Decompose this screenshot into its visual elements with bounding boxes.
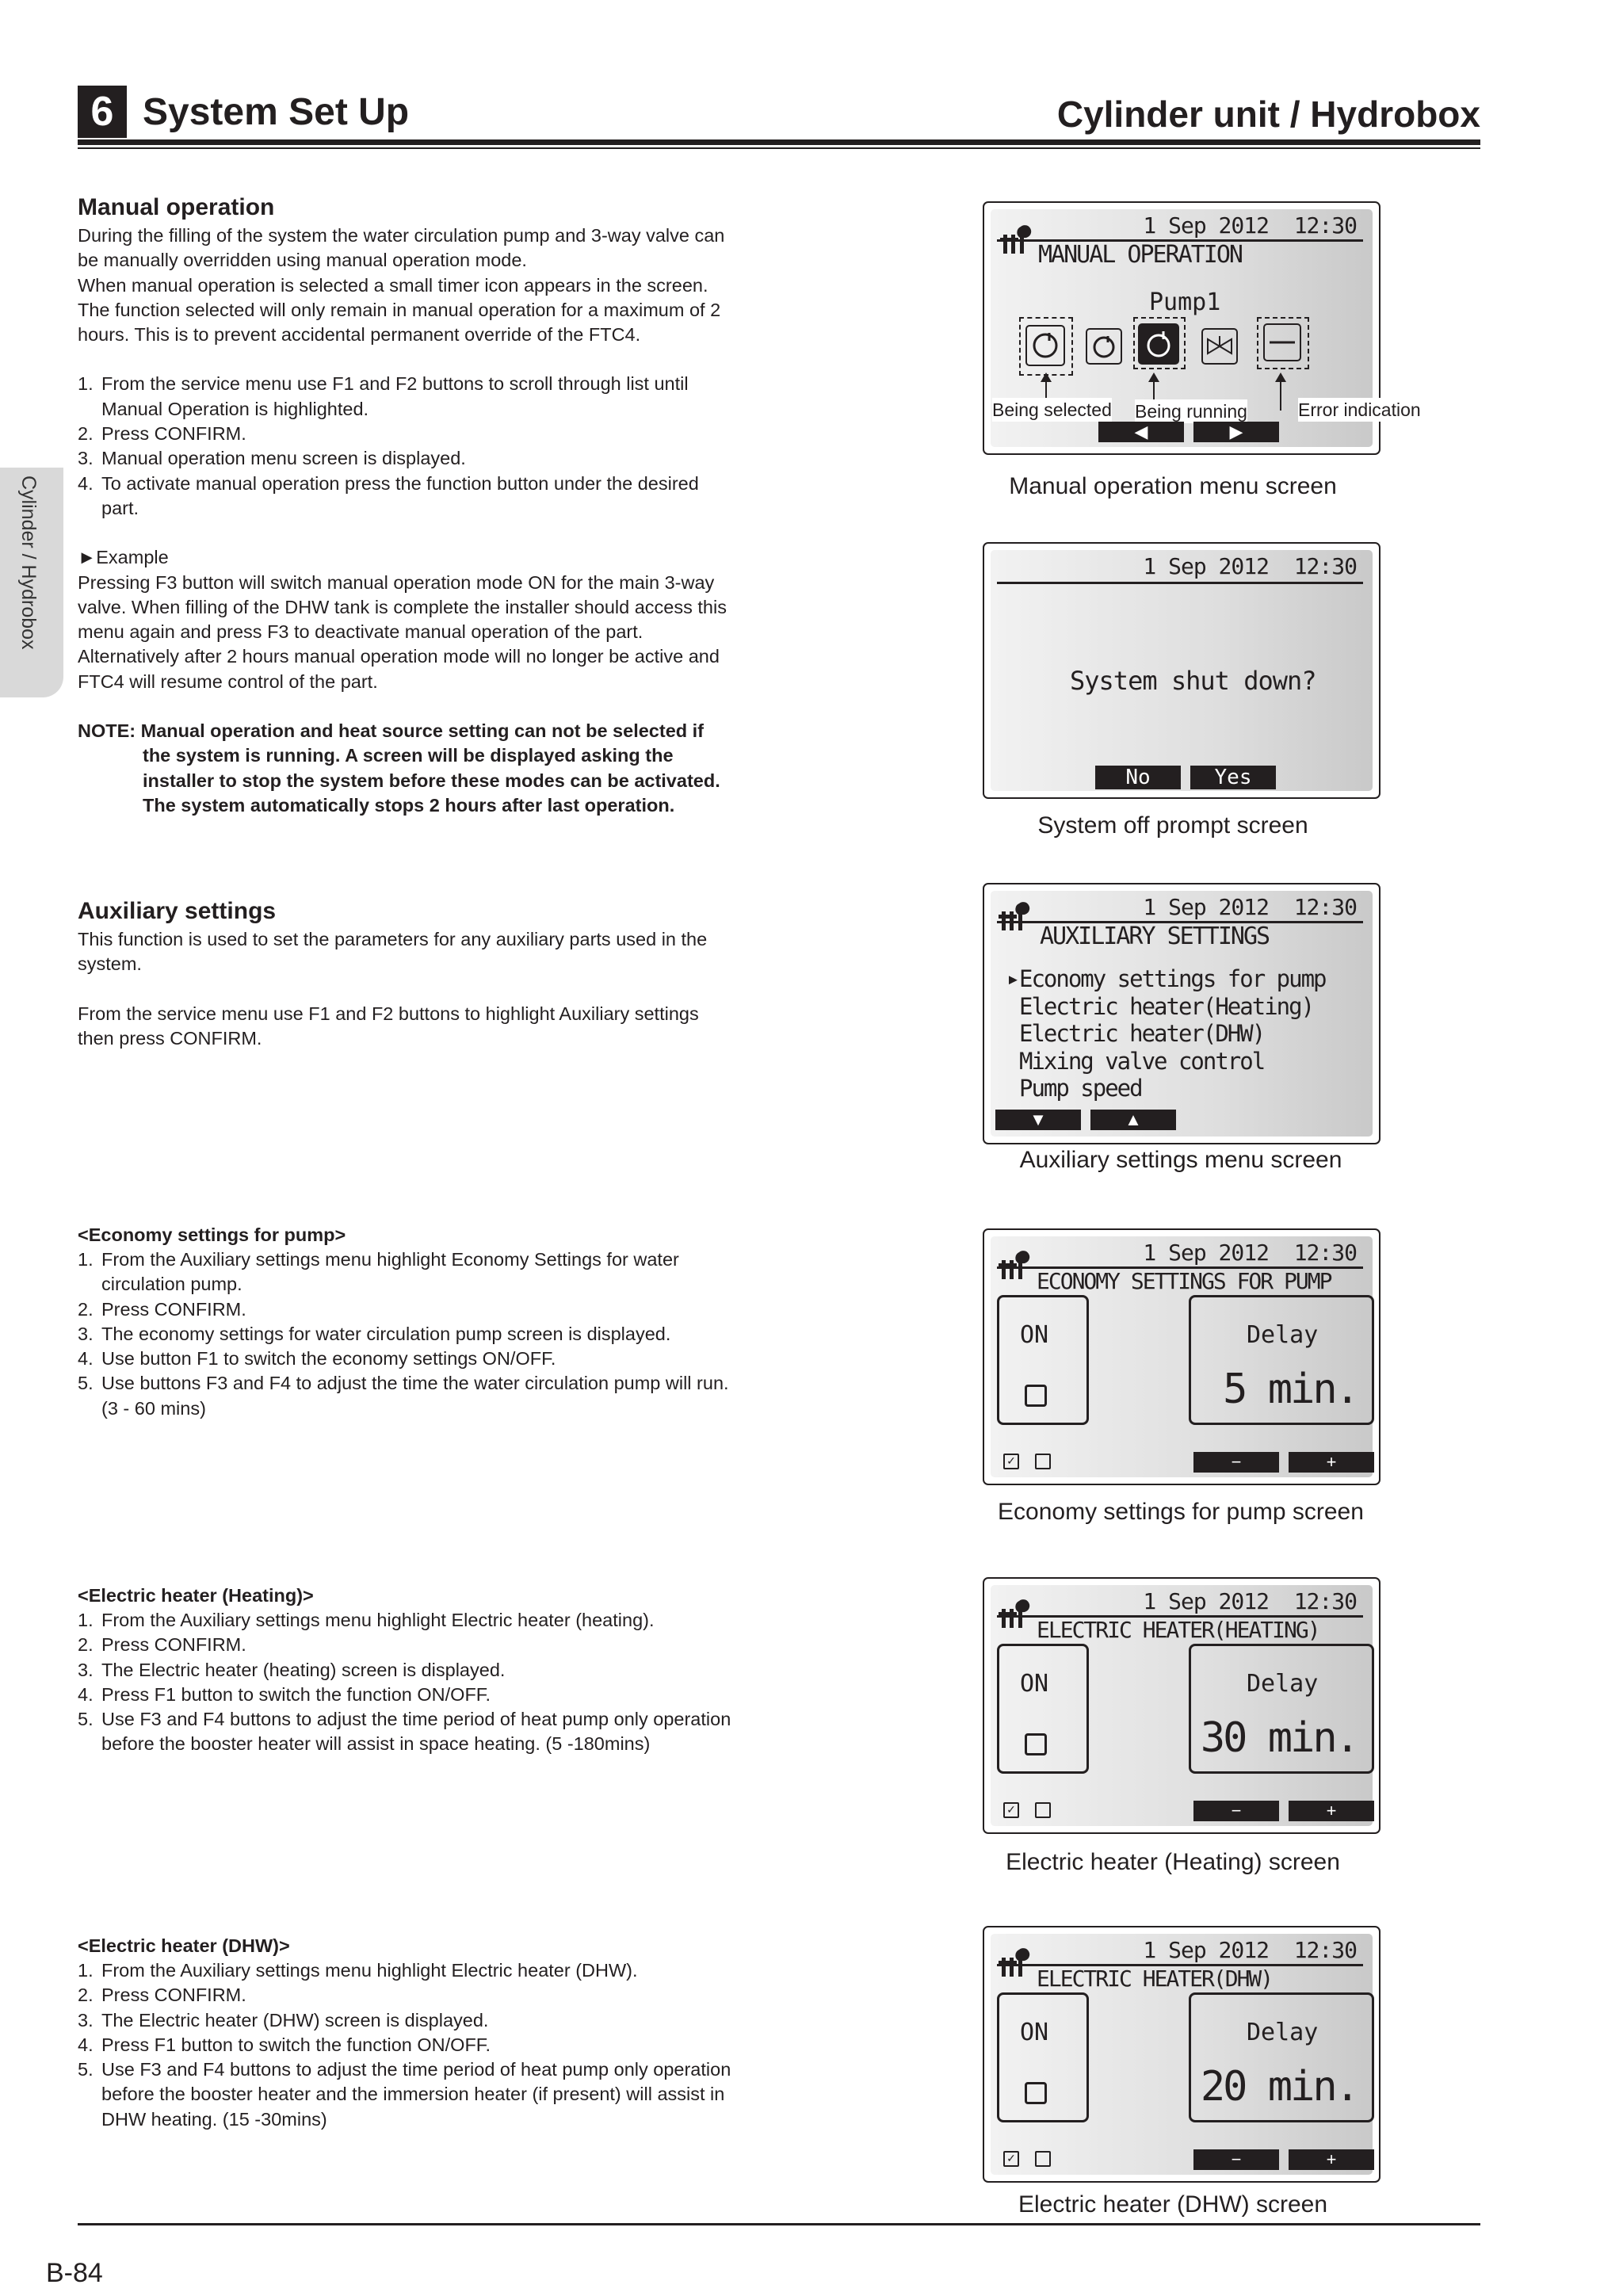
list-item: 2. Press CONFIRM. (78, 1634, 246, 1656)
example-line: valve. When filling of the DHW tank is complete the installer should access this (78, 596, 727, 617)
date-time: 1 Sep 2012 12:30 (1143, 894, 1357, 920)
date-time: 1 Sep 2012 12:30 (1143, 1588, 1357, 1614)
economy-steps (78, 1247, 759, 1421)
menu-item[interactable]: Mixing valve control (1019, 1047, 1265, 1075)
f4-plus-button[interactable]: + (1289, 2149, 1374, 2170)
f2-left-button[interactable]: ◀ (1098, 422, 1184, 442)
divider (997, 582, 1363, 584)
example-line: FTC4 will resume control of the part. (78, 670, 378, 692)
error-indication-icon (1263, 323, 1301, 361)
heater-heating-heading: <Electric heater (Heating)> (78, 1585, 314, 1606)
delay-panel (1189, 1992, 1374, 2122)
label-error-indication: Error indication (1298, 399, 1421, 420)
no-button[interactable]: No (1095, 766, 1181, 789)
list-item: 1. From the Auxiliary settings menu highlight Economy Settings for water circulation pump. (78, 1249, 679, 1295)
selected-part: Pump1 (1149, 288, 1221, 316)
service-wrench-icon (999, 1598, 1033, 1629)
empty-box-icon (1035, 1454, 1051, 1469)
delay-label: Delay (1247, 1321, 1319, 1349)
delay-value: 5 min. (1223, 1366, 1358, 1413)
aux-intro-line: system. (78, 953, 142, 975)
service-wrench-icon (999, 1946, 1033, 1978)
aux-menu-list (1019, 965, 1326, 1102)
label-being-running: Being running (1135, 401, 1247, 422)
f3-minus-button[interactable]: − (1193, 2149, 1279, 2170)
example-line: menu again and press F3 to deactivate manual operation of the part. (78, 621, 643, 643)
on-checkbox[interactable] (1025, 1733, 1047, 1755)
f4-plus-button[interactable]: + (1289, 1801, 1374, 1821)
list-item: 2. Press CONFIRM. (78, 1985, 246, 2006)
caption: System off prompt screen (1037, 812, 1308, 839)
delay-label: Delay (1247, 2019, 1319, 2046)
aux-intro-line: then press CONFIRM. (78, 1027, 262, 1049)
label-being-selected: Being selected (992, 399, 1112, 420)
delay-panel (1189, 1295, 1374, 1425)
system-off-prompt-screen (983, 542, 1381, 799)
delay-value: 20 min. (1200, 2063, 1358, 2111)
intro-line: When manual operation is selected a small timer icon appears in the screen. (78, 274, 708, 296)
menu-cursor: ▸ (1006, 965, 1020, 991)
section-number: 6 (78, 86, 127, 138)
on-off-panel[interactable] (997, 1295, 1089, 1425)
f3-minus-button[interactable]: − (1193, 1452, 1279, 1473)
note-line: The system automatically stops 2 hours after last operation. (143, 794, 675, 816)
f1-down-button[interactable]: ▼ (995, 1110, 1081, 1130)
aux-intro-line: From the service menu use F1 and F2 buttons to highlight Auxiliary settings (78, 1003, 699, 1024)
screen-title: MANUAL OPERATION (1038, 241, 1242, 269)
manual-operation-heading: Manual operation (78, 194, 275, 220)
heater-dhw-heading: <Electric heater (DHW)> (78, 1935, 290, 1956)
pump-icon (1086, 328, 1122, 365)
list-item: 1. From the Auxiliary settings menu highlight Electric heater (heating). (78, 1610, 655, 1630)
list-item: 4. Use button F1 to switch the economy settings ON/OFF. (78, 1348, 556, 1370)
service-wrench-icon (999, 900, 1033, 932)
checked-box-icon: ✓ (1003, 1802, 1019, 1818)
pump-icon (1025, 325, 1065, 366)
document-title: Cylinder unit / Hydrobox (1056, 94, 1480, 135)
f3-minus-button[interactable]: − (1193, 1801, 1279, 1821)
screen-title: AUXILIARY SETTINGS (1040, 923, 1270, 950)
list-item: 5. Use buttons F3 and F4 to adjust the time the water circulation pump will run. (3 - 60 mins) (78, 1373, 729, 1419)
note-line: the system is running. A screen will be displayed asking the (143, 745, 674, 766)
manual-operation-section (78, 192, 759, 818)
delay-label: Delay (1247, 1670, 1319, 1698)
intro-line: be manually overridden using manual operation mode. (78, 250, 527, 271)
f3-right-button[interactable]: ▶ (1193, 422, 1279, 442)
date-time: 1 Sep 2012 12:30 (1143, 1240, 1357, 1266)
delay-panel (1189, 1644, 1374, 1774)
on-off-panel[interactable] (997, 1644, 1089, 1774)
note-line: installer to stop the system before these modes can be activated. (143, 770, 720, 791)
f4-plus-button[interactable]: + (1289, 1452, 1374, 1473)
caption: Manual operation menu screen (1009, 473, 1337, 499)
list-item: 4. Press F1 button to switch the function ON/OFF. (78, 2034, 491, 2055)
list-item: 5. Use F3 and F4 buttons to adjust the time period of heat pump only operation before the booster heater will assist in space heating. (5 -180mins) (78, 1709, 731, 1755)
on-checkbox[interactable] (1025, 1385, 1047, 1407)
example-line: Alternatively after 2 hours manual operation mode will no longer be active and (78, 646, 720, 667)
note (78, 719, 759, 818)
on-label: ON (1020, 1321, 1049, 1349)
list-item: 1. From the Auxiliary settings menu highlight Electric heater (DHW). (78, 1960, 638, 1981)
date-time: 1 Sep 2012 12:30 (1143, 1937, 1357, 1963)
list-item: 4. To activate manual operation press the function button under the desired part. (78, 472, 699, 518)
empty-box-icon (1035, 1802, 1051, 1818)
intro-line: The function selected will only remain in manual operation for a maximum of 2 (78, 299, 721, 320)
menu-item[interactable]: Economy settings for pump (1019, 965, 1326, 992)
example-line: Pressing F3 button will switch manual operation mode ON for the main 3-way (78, 571, 715, 593)
list-item: 4. Press F1 button to switch the function ON/OFF. (78, 1683, 491, 1705)
arrow-icon (1273, 372, 1289, 411)
on-off-panel[interactable] (997, 1992, 1089, 2122)
on-label: ON (1020, 2019, 1049, 2046)
f2-up-button[interactable]: ▲ (1090, 1110, 1176, 1130)
note-lead: NOTE: (78, 720, 136, 742)
on-checkbox[interactable] (1025, 2082, 1047, 2104)
list-item: 3. The Electric heater (DHW) screen is displayed. (78, 2009, 489, 2030)
caption: Electric heater (DHW) screen (1018, 2191, 1328, 2218)
menu-item[interactable]: Electric heater(Heating) (1019, 992, 1314, 1020)
pump-running-icon (1138, 323, 1179, 365)
note-line: Manual operation and heat source setting can not be selected if (140, 720, 704, 742)
aux-intro-line: This function is used to set the parameters for any auxiliary parts used in the (78, 929, 708, 949)
empty-box-icon (1035, 2151, 1051, 2167)
side-tab-label: Cylinder / Hydrobox (17, 476, 40, 650)
valve-icon (1201, 328, 1238, 365)
header-rule (78, 139, 1480, 145)
screen-title: ECONOMY SETTINGS FOR PUMP (1037, 1268, 1331, 1294)
auxiliary-heading: Auxiliary settings (78, 898, 277, 924)
delay-value: 30 min. (1200, 1714, 1358, 1762)
date-time: 1 Sep 2012 12:30 (1143, 553, 1357, 579)
caption: Electric heater (Heating) screen (1006, 1849, 1340, 1875)
menu-item[interactable]: Electric heater(DHW) (1019, 1020, 1265, 1047)
economy-heading: <Economy settings for pump> (78, 1224, 346, 1245)
list-item: 1. From the service menu use F1 and F2 buttons to scroll through list until Manual Operation is highlighted. (78, 373, 689, 419)
heater-heating-steps (78, 1608, 759, 1757)
list-item: 5. Use F3 and F4 buttons to adjust the time period of heat pump only operation before the booster heater and the immersion heater (if present) will assist in DHW heating. (15 -30mins) (78, 2059, 731, 2130)
intro-line: During the filling of the system the water circulation pump and 3-way valve can (78, 225, 725, 246)
heater-heating-section (78, 1584, 759, 1757)
caption: Auxiliary settings menu screen (1019, 1147, 1342, 1173)
checked-box-icon: ✓ (1003, 1454, 1019, 1469)
economy-settings-screen (983, 1228, 1381, 1485)
service-wrench-icon (999, 1249, 1033, 1281)
list-item: 2. Press CONFIRM. (78, 423, 246, 445)
list-item: 2. Press CONFIRM. (78, 1298, 246, 1320)
menu-item[interactable]: Pump speed (1019, 1075, 1142, 1102)
page-number: B-84 (46, 2258, 103, 2288)
yes-button[interactable]: Yes (1190, 766, 1276, 789)
auxiliary-settings-screen (983, 883, 1381, 1144)
date-time: 1 Sep 2012 12:30 (1143, 212, 1357, 239)
electric-heater-heating-screen (983, 1577, 1381, 1834)
heater-dhw-section (78, 1934, 759, 2132)
section-title: System Set Up (143, 91, 410, 133)
example-label: ►Example (78, 547, 169, 568)
list-item: 3. The economy settings for water circulation pump screen is displayed. (78, 1323, 671, 1344)
screen-title: ELECTRIC HEATER(HEATING) (1037, 1617, 1319, 1643)
economy-section (78, 1223, 759, 1421)
manual-operation-steps (78, 372, 759, 521)
shutdown-prompt: System shut down? (1070, 666, 1316, 696)
header-rule-thin (78, 147, 1480, 149)
electric-heater-dhw-screen (983, 1926, 1381, 2183)
intro-line: hours. This is to prevent accidental permanent override of the FTC4. (78, 324, 641, 346)
caption: Economy settings for pump screen (998, 1499, 1364, 1525)
heater-dhw-steps (78, 1958, 759, 2132)
on-label: ON (1020, 1670, 1049, 1698)
screen-title: ELECTRIC HEATER(DHW) (1037, 1966, 1273, 1992)
footer-rule (78, 2223, 1480, 2225)
list-item: 3. Manual operation menu screen is displayed. (78, 448, 466, 469)
auxiliary-section (78, 896, 759, 1051)
checked-box-icon: ✓ (1003, 2151, 1019, 2167)
manual-operation-screen (983, 201, 1421, 455)
list-item: 3. The Electric heater (heating) screen is displayed. (78, 1659, 506, 1680)
